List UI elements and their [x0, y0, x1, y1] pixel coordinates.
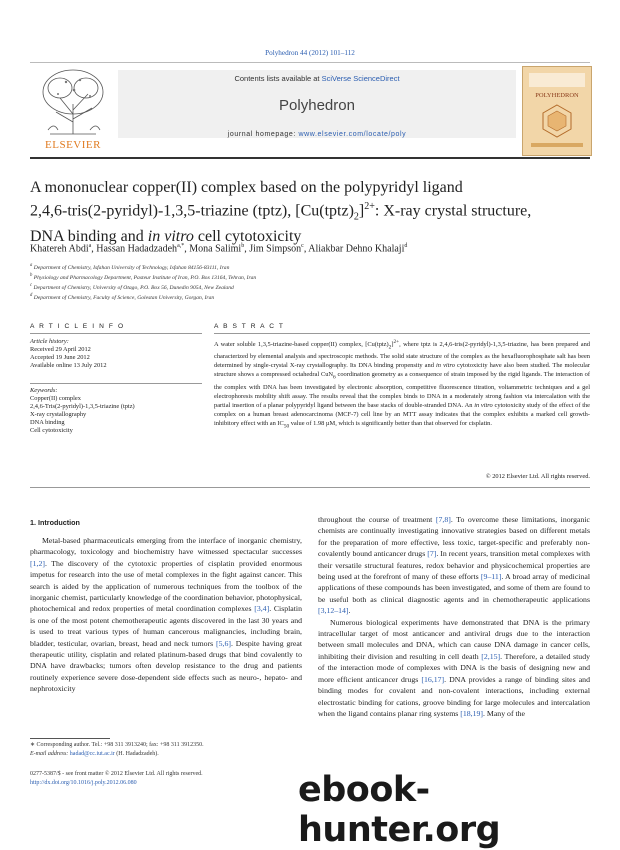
author[interactable]: Aliakbar Dehno Khalaji — [308, 243, 405, 255]
author[interactable]: Hassan Hadadzadeh — [96, 243, 178, 255]
journal-citation[interactable]: Polyhedron 44 (2012) 101–112 — [265, 49, 355, 57]
journal-name: Polyhedron — [279, 97, 355, 114]
keyword: DNA binding — [30, 419, 65, 426]
paragraph: throughout the course of treatment [7,8]. To overcome these limitations, inorganic chemists are continually investigating innovative strategies based on different metals for the preparation of more effective, less toxic, target-specific and preferably non-covalently bound anticancer drugs [7]. In recent years, transition metal complexes with their versatile structural features, redox behavior and physicochemical properties are being used at the forefront of many of these efforts [9–11]. A broad array of medicinal applications of these compounds has been investigated, and some of them are found to be useful both as clinical diagnostic agents and in chemotherapeutic applications [3,12–14]. — [318, 515, 590, 616]
abstract-heading: A B S T R A C T — [214, 323, 285, 330]
journal-cover-thumbnail — [522, 66, 592, 156]
author[interactable]: Khatereh Abdi — [30, 243, 89, 255]
author[interactable]: Mona Salimi — [189, 243, 242, 255]
sciencedirect-link[interactable]: SciVerse ScienceDirect — [321, 74, 400, 83]
affiliation: $^a$ Department of Chemistry, Isfahan University of Technology, Isfahan 84156-83111, Iran — [30, 263, 230, 271]
affiliation: $^b$ Physiology and Pharmacology Department, Pasteur Institute of Iran, P.O. Box 13164, Tehran, Iran — [30, 272, 257, 281]
reference-link[interactable]: [3,12–14] — [318, 606, 349, 616]
corresponding-author-footnote: ∗ Corresponding author. Tel.: +98 311 3913240; fax: +98 311 3912350. E-mail address: hadad@cc.iut.ac.ir (H. Hadadzadeh). — [30, 742, 204, 757]
affiliation: $^c$ Department of Chemistry, University of Otago, P.O. Box 56, Dunedin 9054, New Zealand — [30, 282, 234, 291]
reference-link[interactable]: [18,19] — [460, 708, 484, 718]
section-rule — [30, 383, 202, 384]
watermark-text: ebook-hunter.org — [298, 770, 501, 850]
footnote-rule — [30, 738, 110, 739]
contents-line: Contents lists available at SciVerse ScienceDirect — [234, 74, 400, 83]
section-rule — [214, 333, 590, 334]
reference-link[interactable]: [7] — [427, 549, 437, 559]
publisher-name: ELSEVIER — [45, 139, 101, 151]
keyword: 2,4,6-Tris(2-pyridyl)-1,3,5-triazine (tptz) — [30, 403, 135, 410]
article-info-heading: A R T I C L E I N F O — [30, 323, 125, 330]
issn-block: 0277-5387/$ - see front matter © 2012 Elsevier Ltd. All rights reserved. http://dx.doi.org/10.1016/j.poly.2012.06.080 — [30, 770, 302, 787]
abstract-text: A water soluble 1,3,5-triazine-based copper(II) complex, $[Cu(tptz)_2]^{2+}$, where tptz is 2,4,6-tris(2-pyridyl)-1,3,5-triazine, has been prepared and characterized by elemental analysis and spectroscopic methods. The solid state structure of the complex as the hexafluorophosphate salt has been determined by single-crystal X-ray crystallography. Its DNA binding propensity and in vitro cytotoxicity have also been studied. The molecular structure shows a compressed octahedral CuN$_6$ coordination geometry as a consequence of strain imposed by the rigid ligands. The interaction of the complex with DNA has been investigated by electronic absorption, competitive fluorescence titration, voltammetric techniques and a gel electrophoresis mobility shift assay. The results reveal that the complex binds to DNA in a moderately strong fashion via intercalation with the partial insertion of a planar polypyridyl ligand between the base stacks of double-stranded DNA. An in vitro cytotoxicity study of the effect of the complex on a human breast adenocarcinoma (MCF-7) cell line by an MTT assay indicates that the complex exhibits a marked cell growth-inhibitory effect with an $IC_{50}$ value of 1.98 µM, which is significantly better than that observed for cisplatin. — [214, 339, 590, 429]
reference-link[interactable]: [9–11] — [480, 572, 502, 582]
reference-link[interactable]: [1,2] — [30, 558, 45, 568]
paragraph: Numerous biological experiments have demonstrated that DNA is the primary intracellular target of most anticancer and antiviral drugs due to the interaction between small molecules and DNA, which can cause DNA damage in cancer cells, inhibiting their division and resulting in cell death [2,15]. Therefore, a detailed study of the interaction mode of complexes with DNA is the basis of designing new and more efficient anticancer drugs [16,17]. DNA provides a range of binding sites and binding modes for covalent and non-covalent interactions, including external electrostatic binding for cations, groove binding for large molecules and intercalation when the ligand contains planar ring systems [18,19]. Many of the — [318, 617, 590, 718]
introduction-heading: 1. Introduction — [30, 518, 80, 527]
author[interactable]: Jim Simpson — [249, 243, 302, 255]
affiliation: $^d$ Department of Chemistry, Faculty of Science, Golestan University, Gorgan, Iran — [30, 292, 215, 301]
author-list: Khatereh Abdi$^a$, Hassan Hadadzadeh$^{a,*}$, Mona Salimi$^b$, Jim Simpson$^c$, Aliakbar Dehno Khalaji$^d$ — [30, 243, 408, 255]
article-history: Article history: Received 29 April 2012 Accepted 19 June 2012 Available online 13 July 2012 — [30, 338, 107, 369]
section-rule — [30, 333, 202, 334]
reference-link[interactable]: [16,17] — [421, 674, 445, 684]
reference-link[interactable]: [3,4] — [254, 604, 270, 614]
reference-link[interactable]: [7,8] — [435, 515, 451, 524]
reference-link[interactable]: [5,6] — [216, 638, 231, 648]
email-link[interactable]: hadad@cc.iut.ac.ir — [69, 750, 115, 757]
paragraph: Metal-based pharmaceuticals emerging from the interface of inorganic chemistry, pharmacology, toxicology and biochemistry have witnessed spectacular successes [1,2]. The discovery of the cytotoxic properties of cisplatin provided enormous impetus for research into the use of metal complexes in the fight against cancer. This search is aided by the application of numerous techniques from the toolbox of the inorganic chemist, particularly knowledge of the coordination behavior, photophysical, photochemical and redox properties of metal coordination complexes [3,4]. Cisplatin is one of the most potent chemotherapeutic agents discovered in the last 30 years and is used to treat various types of human cancerous malignancies, including brain, bladder, testicular, ovarian, breast, head and neck tumors [5,6]. Despite having great therapeutic utility, cisplatin and related platinum-based drugs that bind covalently to DNA have drawbacks; tumors often develop resistance to the drug and patients routinely experience severe dose-dependent side effects such as neuro-, hepato- and nephrotoxicity — [30, 536, 302, 694]
homepage-link[interactable]: www.elsevier.com/locate/poly — [298, 131, 407, 138]
keyword: Copper(II) complex — [30, 395, 81, 402]
doi-link[interactable]: http://dx.doi.org/10.1016/j.poly.2012.06.080 — [30, 779, 137, 786]
keywords: Keywords: Copper(II) complex 2,4,6-Tris(2-pyridyl)-1,3,5-triazine (tptz) X-ray crystallography DNA binding Cell cytotoxicity — [30, 387, 202, 435]
body-column-right — [318, 514, 590, 719]
copyright-notice: © 2012 Elsevier Ltd. All rights reserved. — [485, 473, 590, 480]
reference-link[interactable]: [2,15] — [481, 651, 501, 661]
keyword: Cell cytotoxicity — [30, 427, 73, 434]
elsevier-tree-logo — [30, 64, 116, 152]
cover-title: POLYHEDRON — [535, 92, 579, 99]
section-rule — [30, 487, 590, 488]
article-title: A mononuclear copper(II) complex based on the polypyridyl ligand 2,4,6-tris(2-pyridyl)-1,3,5-triazine (tptz), $[Cu(tptz)_2]^{2+}$: X-ray crystal structure, DNA binding and in vitro cell cytotoxicity — [30, 179, 532, 245]
keyword: X-ray crystallography — [30, 411, 87, 418]
header-rule — [30, 62, 590, 63]
affiliations — [30, 262, 590, 301]
header-divider — [30, 157, 590, 159]
journal-homepage: journal homepage: www.elsevier.com/locate/poly — [227, 131, 407, 138]
body-column-left — [30, 535, 302, 695]
